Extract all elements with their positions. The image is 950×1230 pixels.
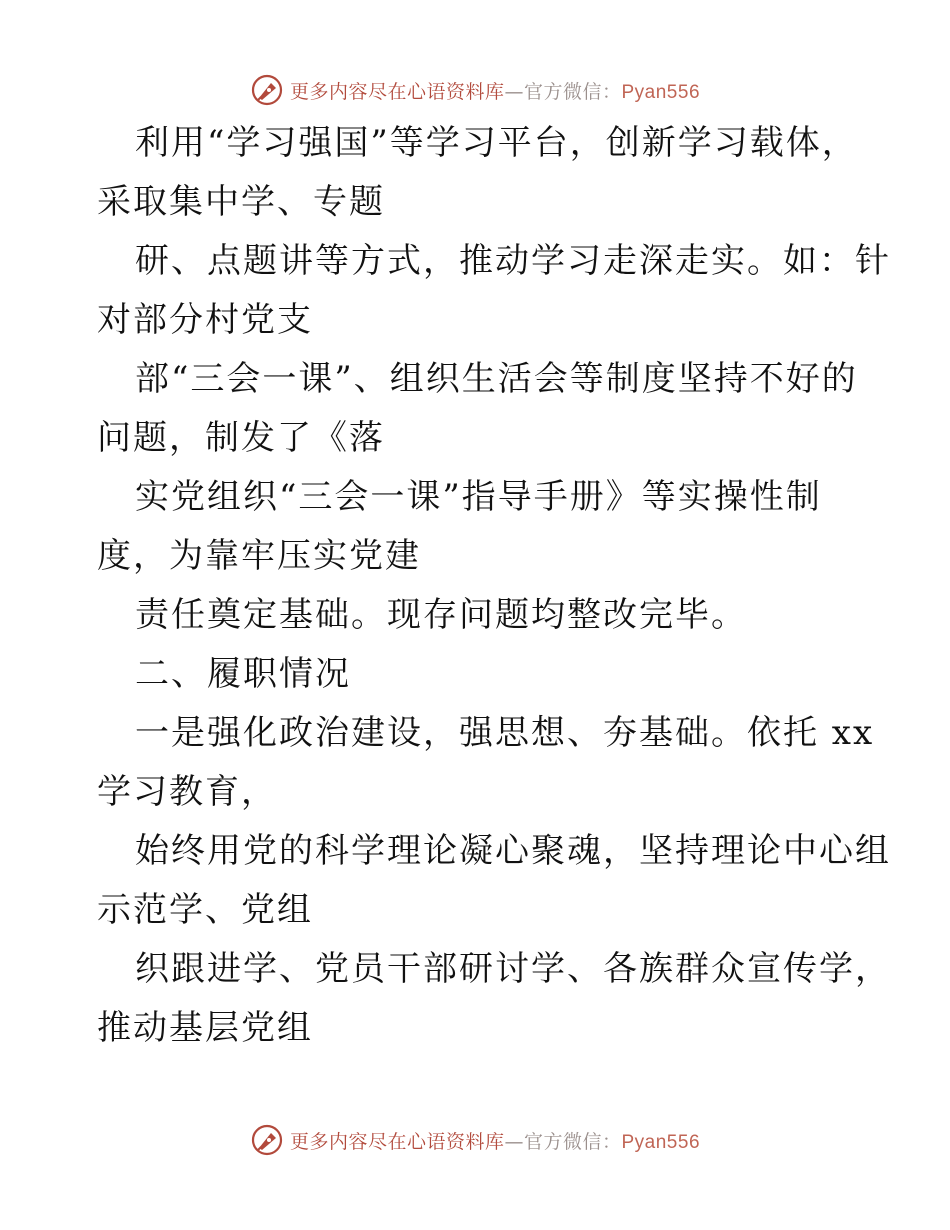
text-line: 问题，制发了《落 [97,418,385,458]
text-line: 推动基层党组 [97,1008,313,1048]
text-line: 示范学、党组 [97,890,313,930]
banner-site: 更多内容尽在心语资料库 [289,1130,505,1153]
banner-wechat-label: 官方微信： [523,1130,622,1153]
text-line: 学习教育， [97,772,277,812]
text-line: 度，为靠牢压实党建 [97,536,421,576]
banner-wechat-label: 官方微信： [523,80,622,103]
pen-nib-icon [250,73,284,107]
pen-nib-icon [250,1123,284,1157]
footer-banner [0,1120,950,1160]
banner-text [290,1127,700,1154]
text-line: 利用“学习强国”等学习平台，创新学习载体， [135,123,858,163]
text-line: 实党组织“三会一课”指导手册》等实操性制 [135,477,822,517]
banner-site: 更多内容尽在心语资料库 [289,80,505,103]
text-line: 一是强化政治建设，强思想、夯基础。依托 xx [135,713,875,753]
banner-wechat-id: Pyan556 [621,1131,701,1153]
banner-separator: — [504,1130,524,1153]
text-line: 部“三会一课”、组织生活会等制度坚持不好的 [135,359,858,399]
text-line: 织跟进学、党员干部研讨学、各族群众宣传学， [135,949,891,989]
text-line: 始终用党的科学理论凝心聚魂，坚持理论中心组 [135,831,891,871]
banner-separator: — [504,80,524,103]
banner-text [290,77,700,104]
text-line: 责任奠定基础。现存问题均整改完毕。 [135,595,747,635]
text-line: 采取集中学、专题 [97,182,385,222]
text-line: 二、履职情况 [135,654,351,694]
document-body [97,114,891,1058]
text-line: 对部分村党支 [97,300,313,340]
header-banner [0,70,950,110]
banner-wechat-id: Pyan556 [621,81,701,103]
text-line: 研、点题讲等方式，推动学习走深走实。如：针 [135,241,891,281]
